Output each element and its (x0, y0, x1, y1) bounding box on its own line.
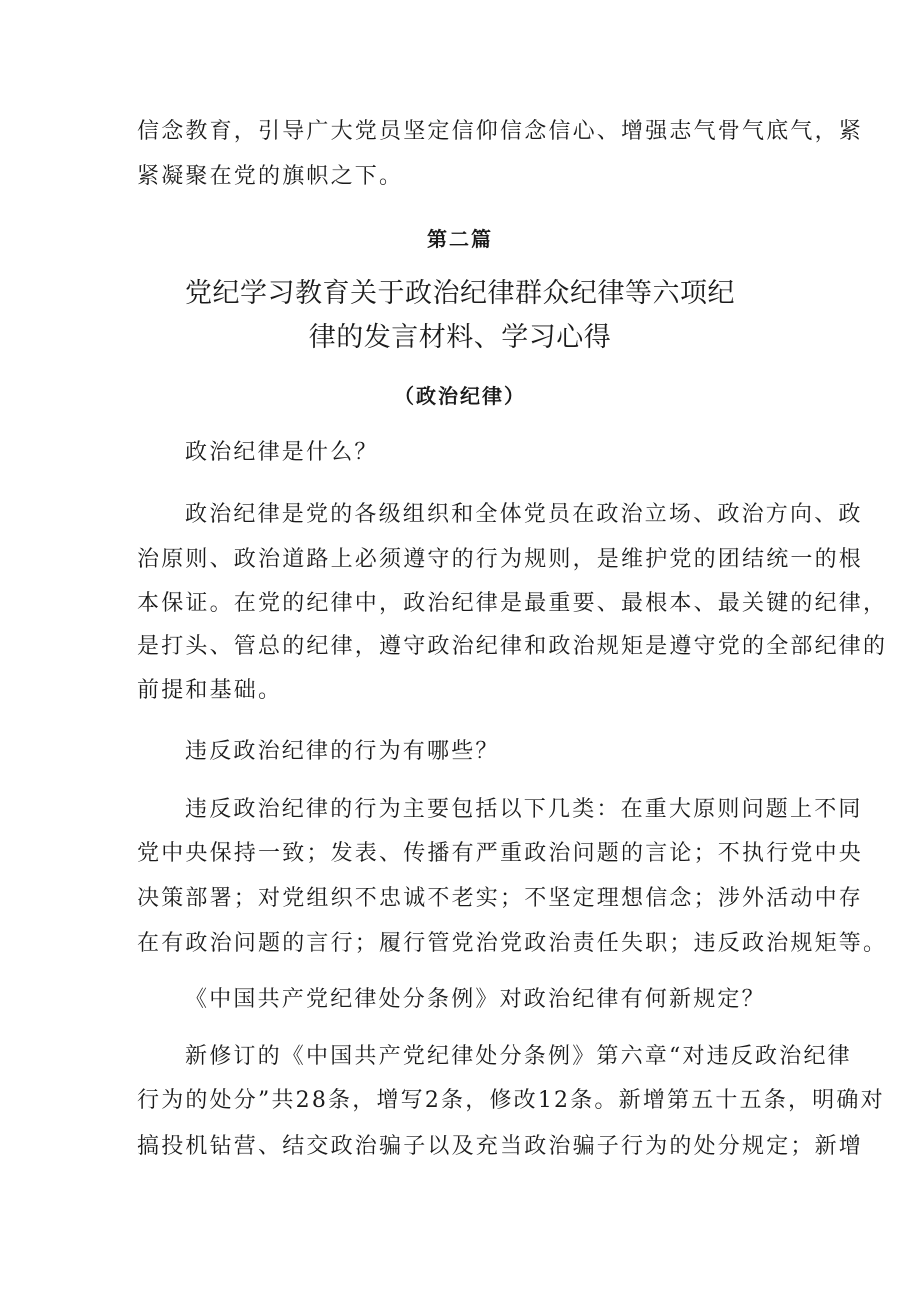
title-line-1: 党纪学习教育关于政治纪律群众纪律等六项纪 (185, 278, 735, 309)
answer-1-line-4: 是打头、管总的纪律，遵守政治纪律和政治规矩是遵守党的全部纪律的 (137, 634, 888, 659)
answer-2-line-1: 违反政治纪律的行为主要包括以下几类：在重大原则问题上不同 (185, 797, 863, 822)
question-2: 违反政治纪律的行为有哪些？ (185, 739, 500, 764)
title-line-2: 律的发言材料、学习心得 (308, 322, 612, 353)
answer-3-line-1: 新修订的《中国共产党纪律处分条例》第六章“对违反政治纪律 (185, 1044, 852, 1069)
question-1: 政治纪律是什么？ (185, 440, 379, 465)
answer-3-line-2: 行为的处分”共28条，增写2条，修改12条。新增第五十五条，明确对 (137, 1088, 885, 1113)
answer-1-line-3: 本保证。在党的纪律中，政治纪律是最重要、最根本、最关键的纪律， (137, 591, 888, 616)
carryover-line-1: 信念教育，引导广大党员坚定信仰信念信心、增强志气骨气底气，紧 (137, 119, 864, 144)
answer-3-line-3: 搞投机钻营、结交政治骗子以及充当政治骗子行为的处分规定；新增 (137, 1134, 864, 1159)
answer-2-line-2: 党中央保持一致；发表、传播有严重政治问题的言论；不执行党中央 (137, 841, 864, 866)
answer-1-line-2: 治原则、政治道路上必须遵守的行为规则，是维护党的团结统一的根 (137, 547, 864, 572)
answer-2-line-4: 在有政治问题的言行；履行管党治党政治责任失职；违反政治规矩等。 (137, 931, 888, 956)
carryover-line-2: 紧凝聚在党的旗帜之下。 (137, 164, 404, 189)
answer-1-line-5: 前提和基础。 (137, 678, 283, 703)
answer-2-line-3: 决策部署；对党组织不忠诚不老实；不坚定理想信念；涉外活动中存 (137, 886, 864, 911)
question-3: 《中国共产党纪律处分条例》对政治纪律有何新规定？ (185, 987, 766, 1012)
subtitle: （政治纪律） (394, 384, 526, 408)
answer-1-line-1: 政治纪律是党的各级组织和全体党员在政治立场、政治方向、政 (185, 502, 863, 527)
section-label: 第二篇 (427, 227, 493, 251)
